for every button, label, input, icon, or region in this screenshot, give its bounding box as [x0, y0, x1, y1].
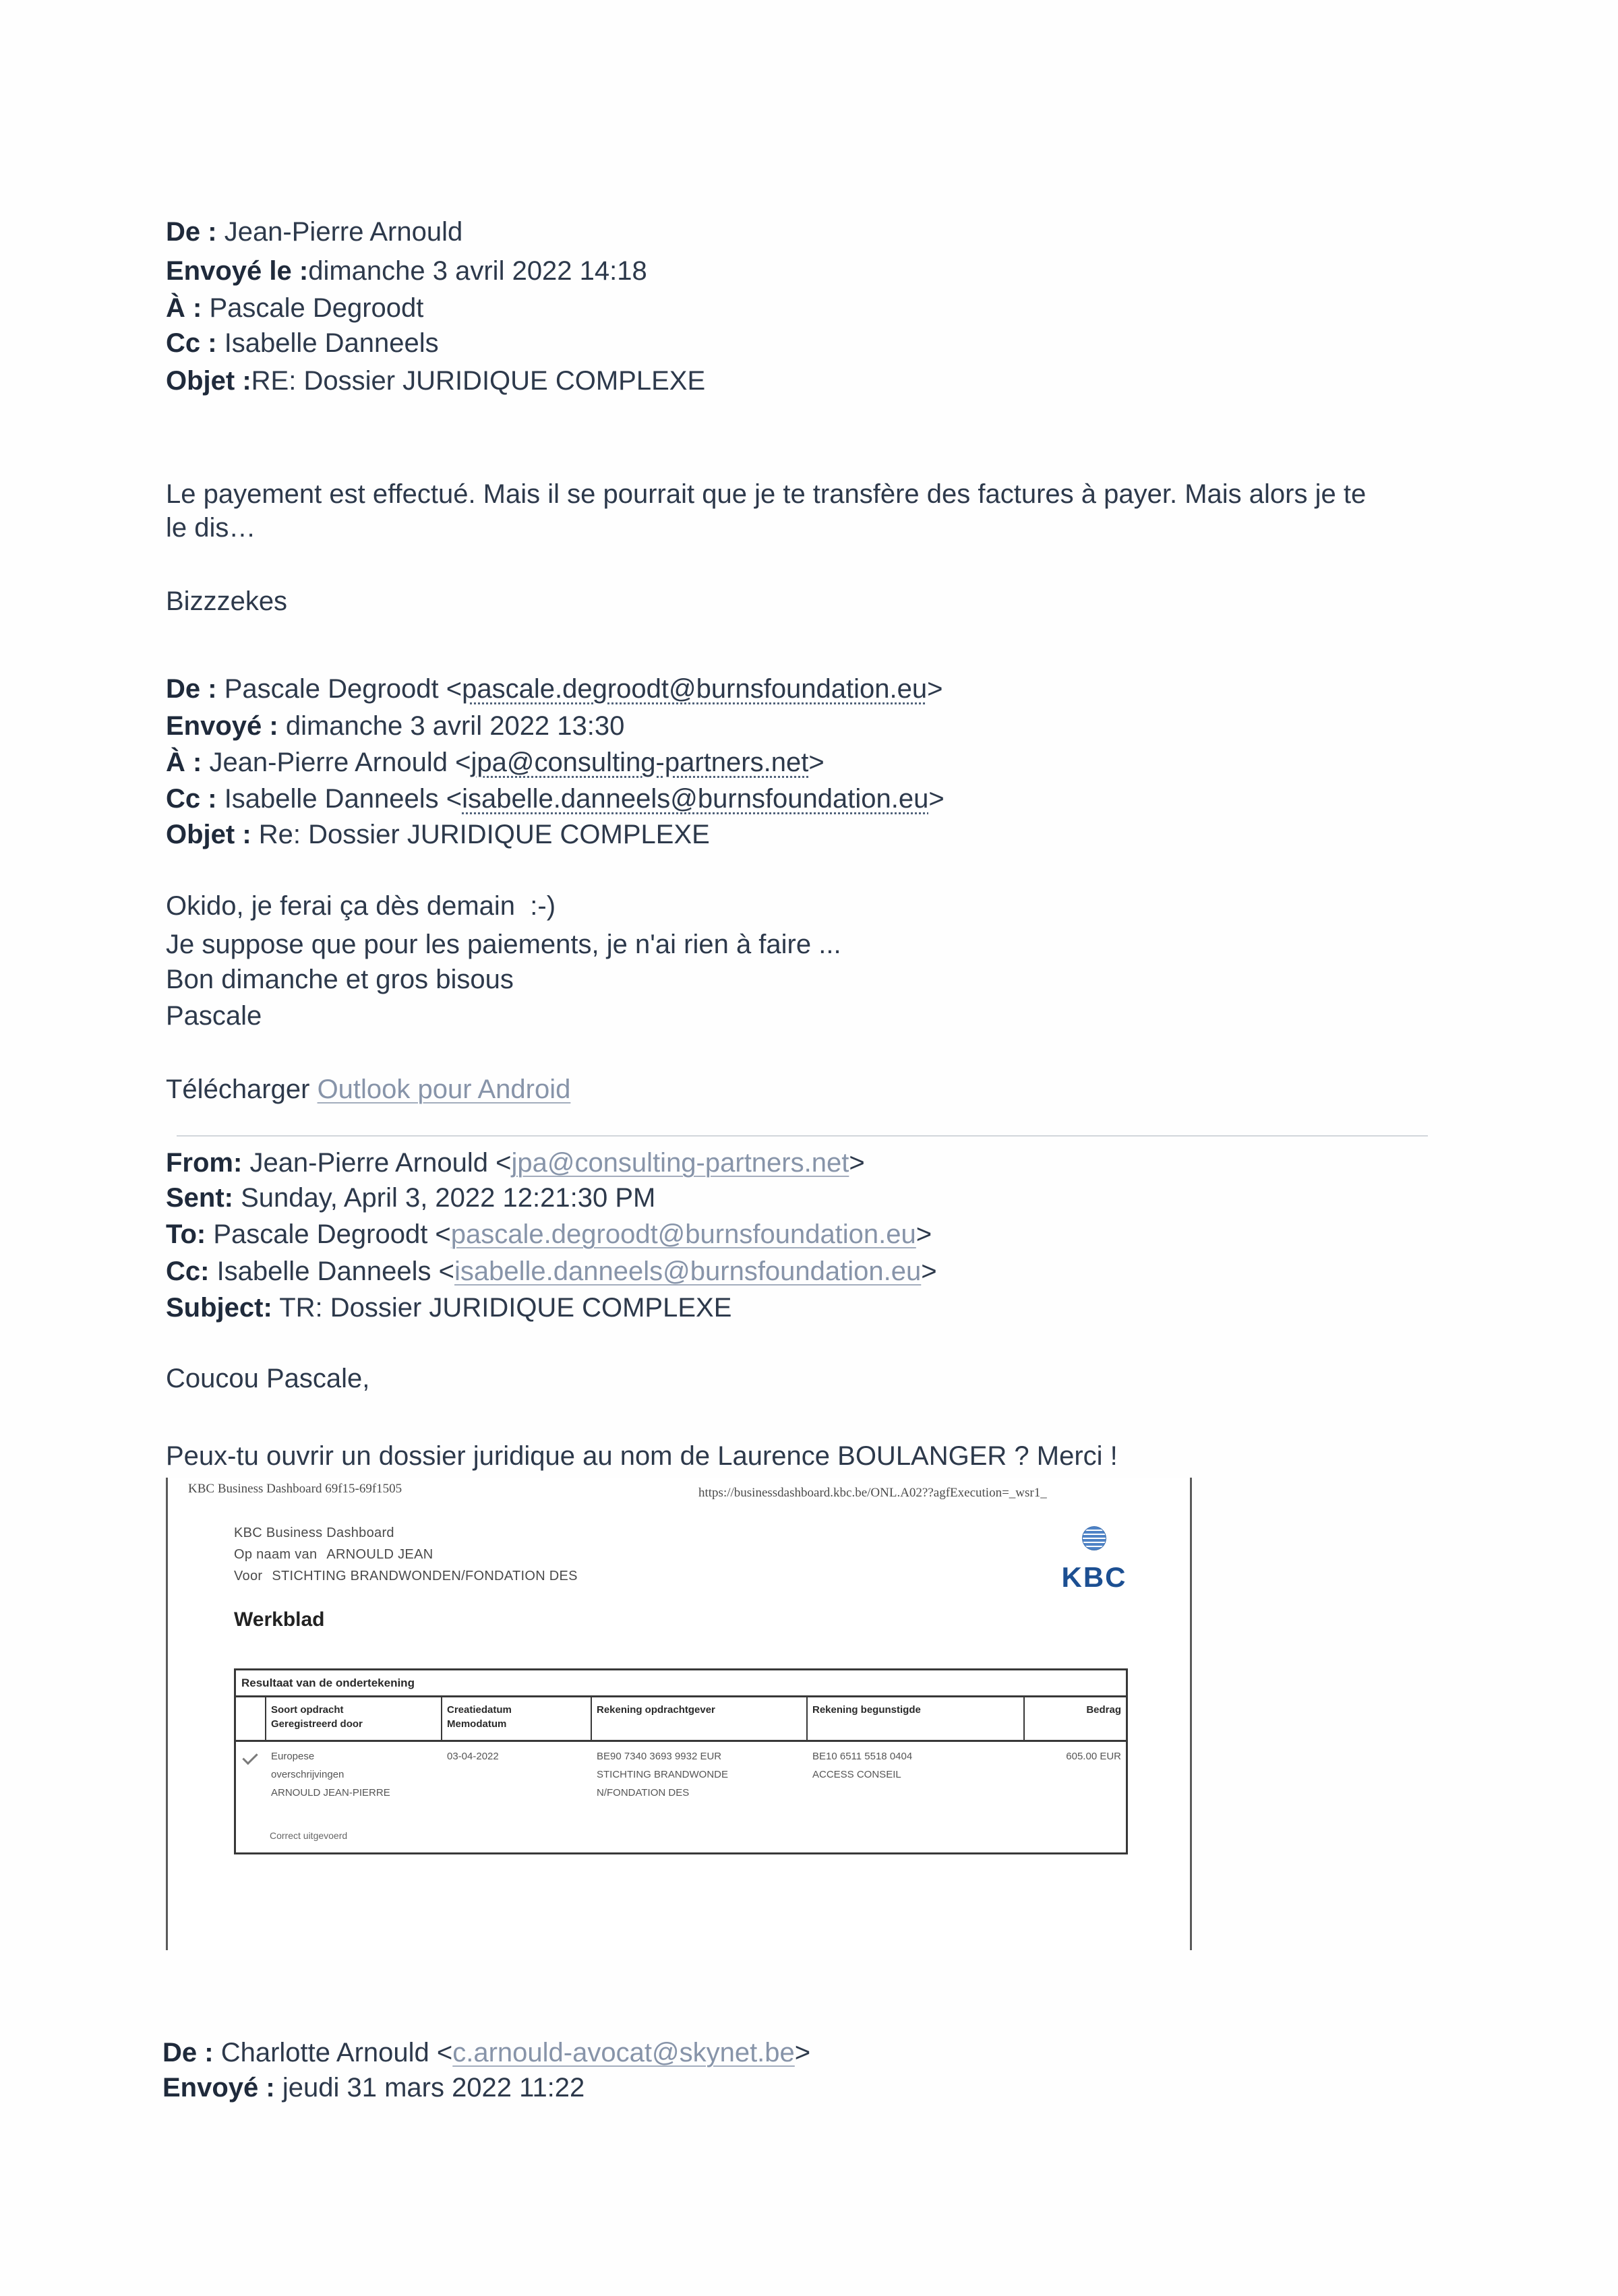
bracket-open: < [436, 2038, 453, 2067]
cell-text: overschrijvingen [271, 1769, 344, 1780]
kbc-on-behalf-label: Op naam van [234, 1547, 318, 1562]
row-type-cell [265, 1742, 441, 1802]
column-header-label: Rekening begunstigde [812, 1704, 921, 1716]
kbc-for-value: STICHTING BRANDWONDEN/FONDATION DES [272, 1569, 578, 1583]
column-header-label: Soort opdracht [271, 1704, 344, 1716]
check-icon [242, 1749, 258, 1765]
column-header-date [441, 1697, 591, 1740]
msg3-subject-line [166, 1290, 731, 1326]
msg1-to-value: Pascale Degroodt [202, 293, 424, 323]
msg3-greeting: Coucou Pascale, [166, 1364, 370, 1393]
column-header-label: Geregistreerd door [271, 1718, 363, 1730]
msg1-body-line: Le payement est effectué. Mais il se pourrait que je te transfère des factures à payer. Mais alors je te [166, 479, 1367, 509]
execution-status: Correct uitgevoerd [270, 1830, 348, 1841]
msg3-cc-label: Cc: [166, 1257, 210, 1286]
column-header-label: Bedrag [1086, 1704, 1121, 1716]
table-row [236, 1742, 1126, 1802]
kbc-dashboard-screenshot [166, 1478, 1192, 1950]
msg1-from-line [166, 214, 462, 250]
msg1-body-line: le dis… [166, 513, 256, 543]
msg1-from-value: Jean-Pierre Arnould [216, 217, 463, 247]
column-header-label: Creatiedatum [447, 1704, 512, 1716]
cell-text: 03-04-2022 [447, 1751, 499, 1762]
msg2-from-name: Pascale Degroodt [216, 674, 446, 704]
msg2-cc-label: Cc : [166, 784, 217, 814]
msg2-from-line [166, 671, 943, 707]
msg2-signature: Pascale [166, 1001, 262, 1031]
msg4-from-email-link[interactable]: c.arnould-avocat@skynet.be [452, 2038, 795, 2067]
msg3-cc-line [166, 1253, 937, 1290]
bracket-open: < [446, 674, 462, 704]
msg3-sent-line [166, 1180, 655, 1216]
msg3-to-email-link[interactable]: pascale.degroodt@burnsfoundation.eu [450, 1219, 916, 1249]
table-caption: Resultaat van de ondertekening [236, 1670, 1126, 1697]
bracket-close: > [927, 674, 943, 704]
row-payer-cell [591, 1742, 806, 1802]
kbc-for-label: Voor [234, 1569, 263, 1583]
bracket-close: > [808, 748, 825, 777]
msg4-from-name: Charlotte Arnould [213, 2038, 437, 2067]
bracket-close: > [928, 784, 945, 814]
browser-title: KBC Business Dashboard 69f15-69f1505 [188, 1482, 402, 1496]
msg2-sent-label: Envoyé : [166, 711, 278, 741]
row-beneficiary-cell [806, 1742, 1023, 1802]
bracket-open: < [455, 748, 471, 777]
msg2-from-label: De : [166, 674, 217, 704]
msg2-from-email-link[interactable]: pascale.degroodt@burnsfoundation.eu [462, 674, 928, 704]
msg2-to-line [166, 744, 825, 781]
msg3-subject-label: Subject: [166, 1293, 272, 1323]
msg3-to-label: To: [166, 1219, 206, 1249]
msg1-subject-line [166, 363, 705, 399]
msg3-cc-email-link[interactable]: isabelle.danneels@burnsfoundation.eu [454, 1257, 922, 1286]
msg2-cc-email-link[interactable]: isabelle.danneels@burnsfoundation.eu [462, 784, 929, 814]
msg2-to-name: Jean-Pierre Arnould [202, 748, 456, 777]
row-date-cell [441, 1742, 591, 1802]
cell-text: STICHTING BRANDWONDE [597, 1769, 728, 1780]
bracket-close: > [916, 1219, 932, 1249]
column-header-label: Rekening opdrachtgever [597, 1704, 715, 1716]
table-header-row [236, 1697, 1126, 1742]
bracket-close: > [794, 2038, 811, 2067]
cell-text: BE90 7340 3693 9932 EUR [597, 1751, 722, 1762]
msg1-from-label: De : [166, 217, 217, 247]
kbc-on-behalf-value: ARNOULD JEAN [326, 1547, 433, 1562]
signing-results-table [234, 1668, 1128, 1854]
msg3-to-line [166, 1216, 932, 1252]
msg3-to-name: Pascale Degroodt [206, 1219, 436, 1249]
msg1-sent-label: Envoyé le : [166, 256, 309, 286]
msg2-subject-line [166, 816, 710, 853]
column-header-beneficiary [806, 1697, 1023, 1740]
cell-text: 605.00 EUR [1066, 1751, 1121, 1762]
msg2-cc-name: Isabelle Danneels [216, 784, 446, 814]
msg3-cc-name: Isabelle Danneels [209, 1257, 439, 1286]
kbc-logo: KBC [1061, 1561, 1127, 1593]
msg2-to-email-link[interactable]: jpa@consulting-partners.net [471, 748, 809, 777]
msg1-subject-value: RE: Dossier JURIDIQUE COMPLEXE [251, 366, 706, 396]
msg2-body-line: Je suppose que pour les paiements, je n'ai rien à faire ... [166, 930, 841, 959]
msg1-subject-label: Objet : [166, 366, 251, 396]
msg2-cc-line [166, 781, 945, 817]
msg3-subject-value: TR: Dossier JURIDIQUE COMPLEXE [272, 1293, 732, 1323]
msg1-sent-line [166, 253, 647, 289]
msg1-to-line [166, 290, 423, 326]
msg1-signoff: Bizzzekes [166, 586, 288, 616]
msg3-sent-label: Sent: [166, 1183, 233, 1213]
column-header-payer [591, 1697, 806, 1740]
msg1-to-label: À : [166, 293, 202, 323]
msg2-body-line: Bon dimanche et gros bisous [166, 965, 514, 994]
msg3-body-line: Peux-tu ouvrir un dossier juridique au nom de Laurence BOULANGER ? Merci ! [166, 1441, 1118, 1471]
kbc-on-behalf-line [234, 1546, 433, 1563]
bracket-close: > [849, 1148, 865, 1178]
msg4-sent-line [162, 2070, 585, 2106]
outlook-android-link[interactable]: Outlook pour Android [317, 1075, 571, 1104]
cell-text: N/FONDATION DES [597, 1787, 690, 1799]
msg4-sent-value: jeudi 31 mars 2022 11:22 [274, 2073, 585, 2103]
row-status-cell [236, 1742, 265, 1802]
msg2-to-label: À : [166, 748, 202, 777]
bracket-open: < [438, 1257, 455, 1286]
column-header-type [265, 1697, 441, 1740]
column-header-label: Memodatum [447, 1718, 507, 1730]
msg2-sent-value: dimanche 3 avril 2022 13:30 [278, 711, 625, 741]
msg2-sent-line [166, 708, 624, 744]
cell-text: BE10 6511 5518 0404 [812, 1751, 913, 1762]
message-separator [177, 1135, 1428, 1137]
msg3-from-line [166, 1145, 865, 1181]
browser-url: https://businessdashboard.kbc.be/ONL.A02??agfExecution=_wsr1_ [698, 1486, 1047, 1500]
msg1-cc-label: Cc : [166, 328, 217, 358]
msg1-sent-value: dimanche 3 avril 2022 14:18 [308, 256, 647, 286]
cell-text: Europese [271, 1751, 315, 1762]
bracket-open: < [435, 1219, 451, 1249]
kbc-page-title: Werkblad [234, 1608, 325, 1631]
kbc-for-line [234, 1568, 578, 1584]
msg2-body-line: Okido, je ferai ça dès demain :-) [166, 891, 556, 921]
msg1-cc-value: Isabelle Danneels [216, 328, 439, 358]
msg4-from-line [162, 2034, 810, 2071]
msg4-from-label: De : [162, 2038, 214, 2067]
msg4-sent-label: Envoyé : [162, 2073, 275, 2103]
cell-text: ARNOULD JEAN-PIERRE [271, 1787, 390, 1799]
column-header-status [236, 1697, 265, 1740]
row-amount-cell [1023, 1742, 1126, 1802]
msg2-download-line [166, 1071, 570, 1108]
msg1-cc-line [166, 325, 439, 361]
msg2-subject-value: Re: Dossier JURIDIQUE COMPLEXE [251, 820, 710, 849]
kbc-globe-icon [1082, 1526, 1106, 1550]
msg3-from-label: From: [166, 1148, 243, 1178]
column-header-amount [1023, 1697, 1126, 1740]
msg3-sent-value: Sunday, April 3, 2022 12:21:30 PM [233, 1183, 656, 1213]
cell-text: ACCESS CONSEIL [812, 1769, 901, 1780]
download-text: Télécharger [166, 1075, 318, 1104]
msg3-from-email-link[interactable]: jpa@consulting-partners.net [511, 1148, 849, 1178]
bracket-open: < [496, 1148, 512, 1178]
msg2-subject-label: Objet : [166, 820, 251, 849]
bracket-open: < [446, 784, 462, 814]
bracket-close: > [921, 1257, 937, 1286]
msg3-from-name: Jean-Pierre Arnould [242, 1148, 496, 1178]
kbc-app-name: KBC Business Dashboard [234, 1525, 394, 1540]
